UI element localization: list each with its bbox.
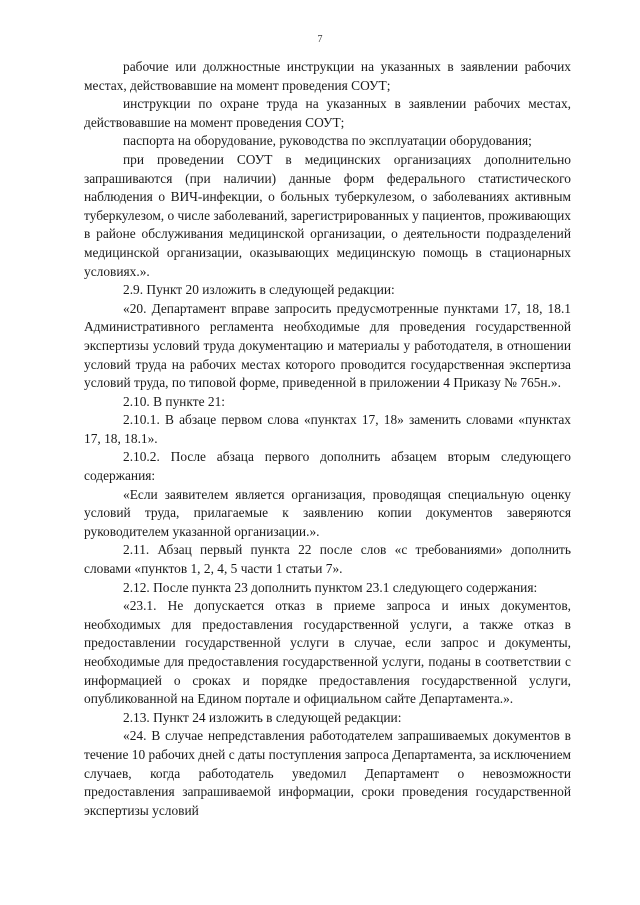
paragraph-2-12: 2.12. После пункта 23 дополнить пунктом 23.1 следующего содержания:: [123, 579, 538, 595]
page-number: 7: [317, 34, 323, 45]
paragraph-2-10-2: 2.10.2. После абзаца первого дополнить абзацем вторым следующего содержания:: [84, 449, 571, 484]
document-body: [84, 58, 571, 820]
paragraph-2-10: 2.10. В пункте 21:: [123, 393, 226, 409]
paragraph-job-instructions: рабочие или должностные инструкции на указанных в заявлении рабочих местах, действовавшие на момент проведения СОУТ;: [84, 59, 571, 93]
paragraph-medical-organizations: при проведении СОУТ в медицинских организациях дополнительно запрашиваются (при наличии) данные форм федерального статистического наблюдения о ВИЧ-инфекции, о больных туберкулезом, о заболеваниях активным туберкулезом, о числе заболеваний, зарегистрированных у пациентов, проживающих в районе обслуживания медицинской организации, о деятельности подразделений медицинской организации, оказывающих медицинскую помощь в стационарных условиях.».: [84, 151, 571, 279]
paragraph-item-24: «24. В случае непредставления работодателем запрашиваемых документов в течение 10 рабочих дней с даты поступления запроса Департамента, за исключением случаев, когда работодатель уведомил Департамент о невозможности предоставления запрашиваемой информации, сроки проведения государственной экспертизы условий: [84, 728, 571, 818]
paragraph-safety-instructions: инструкции по охране труда на указанных в заявлении рабочих местах, действовавшие на момент проведения СОУТ;: [84, 96, 571, 130]
paragraph-2-10-1: 2.10.1. В абзаце первом слова «пунктах 17, 18» заменить словами «пунктах 17, 18, 18.1».: [84, 412, 571, 446]
paragraph-item-23-1: «23.1. Не допускается отказ в приеме запроса и иных документов, необходимых для предоставления государственной услуги, а также отказ в предоставлении государственной услуги в случае, если запрос и документы, необходимые для предоставления государственной услуги, поданы в соответствии с информацией о сроках и порядке предоставления государственной услуги, опубликованной на Едином портале и официальном сайте Департамента.».: [84, 598, 571, 707]
paragraph-equipment-passports: паспорта на оборудование, руководства по эксплуатации оборудования;: [123, 133, 532, 149]
paragraph-applicant-organization: «Если заявителем является организация, проводящая специальную оценку условий труда, прилагаемые к заявлению копии документов заверяются руководителем указанной организации.».: [84, 486, 571, 539]
paragraph-2-13: 2.13. Пункт 24 изложить в следующей редакции:: [123, 709, 402, 725]
paragraph-2-9: 2.9. Пункт 20 изложить в следующей редакции:: [123, 282, 395, 298]
paragraph-item-20: «20. Департамент вправе запросить предусмотренные пунктами 17, 18, 18.1 Административного регламента необходимые для проведения государственной экспертизы условий труда документацию и материалы у работодателя, в отношении условий труда на рабочих местах которого проводится государственная экспертиза условий труда, по типовой форме, приведенной в приложении 4 Приказу № 765н.».: [84, 300, 571, 391]
paragraph-2-11: 2.11. Абзац первый пункта 22 после слов «с требованиями» дополнить словами «пунктов 1, 2, 4, 5 части 1 статьи 7».: [84, 542, 571, 577]
